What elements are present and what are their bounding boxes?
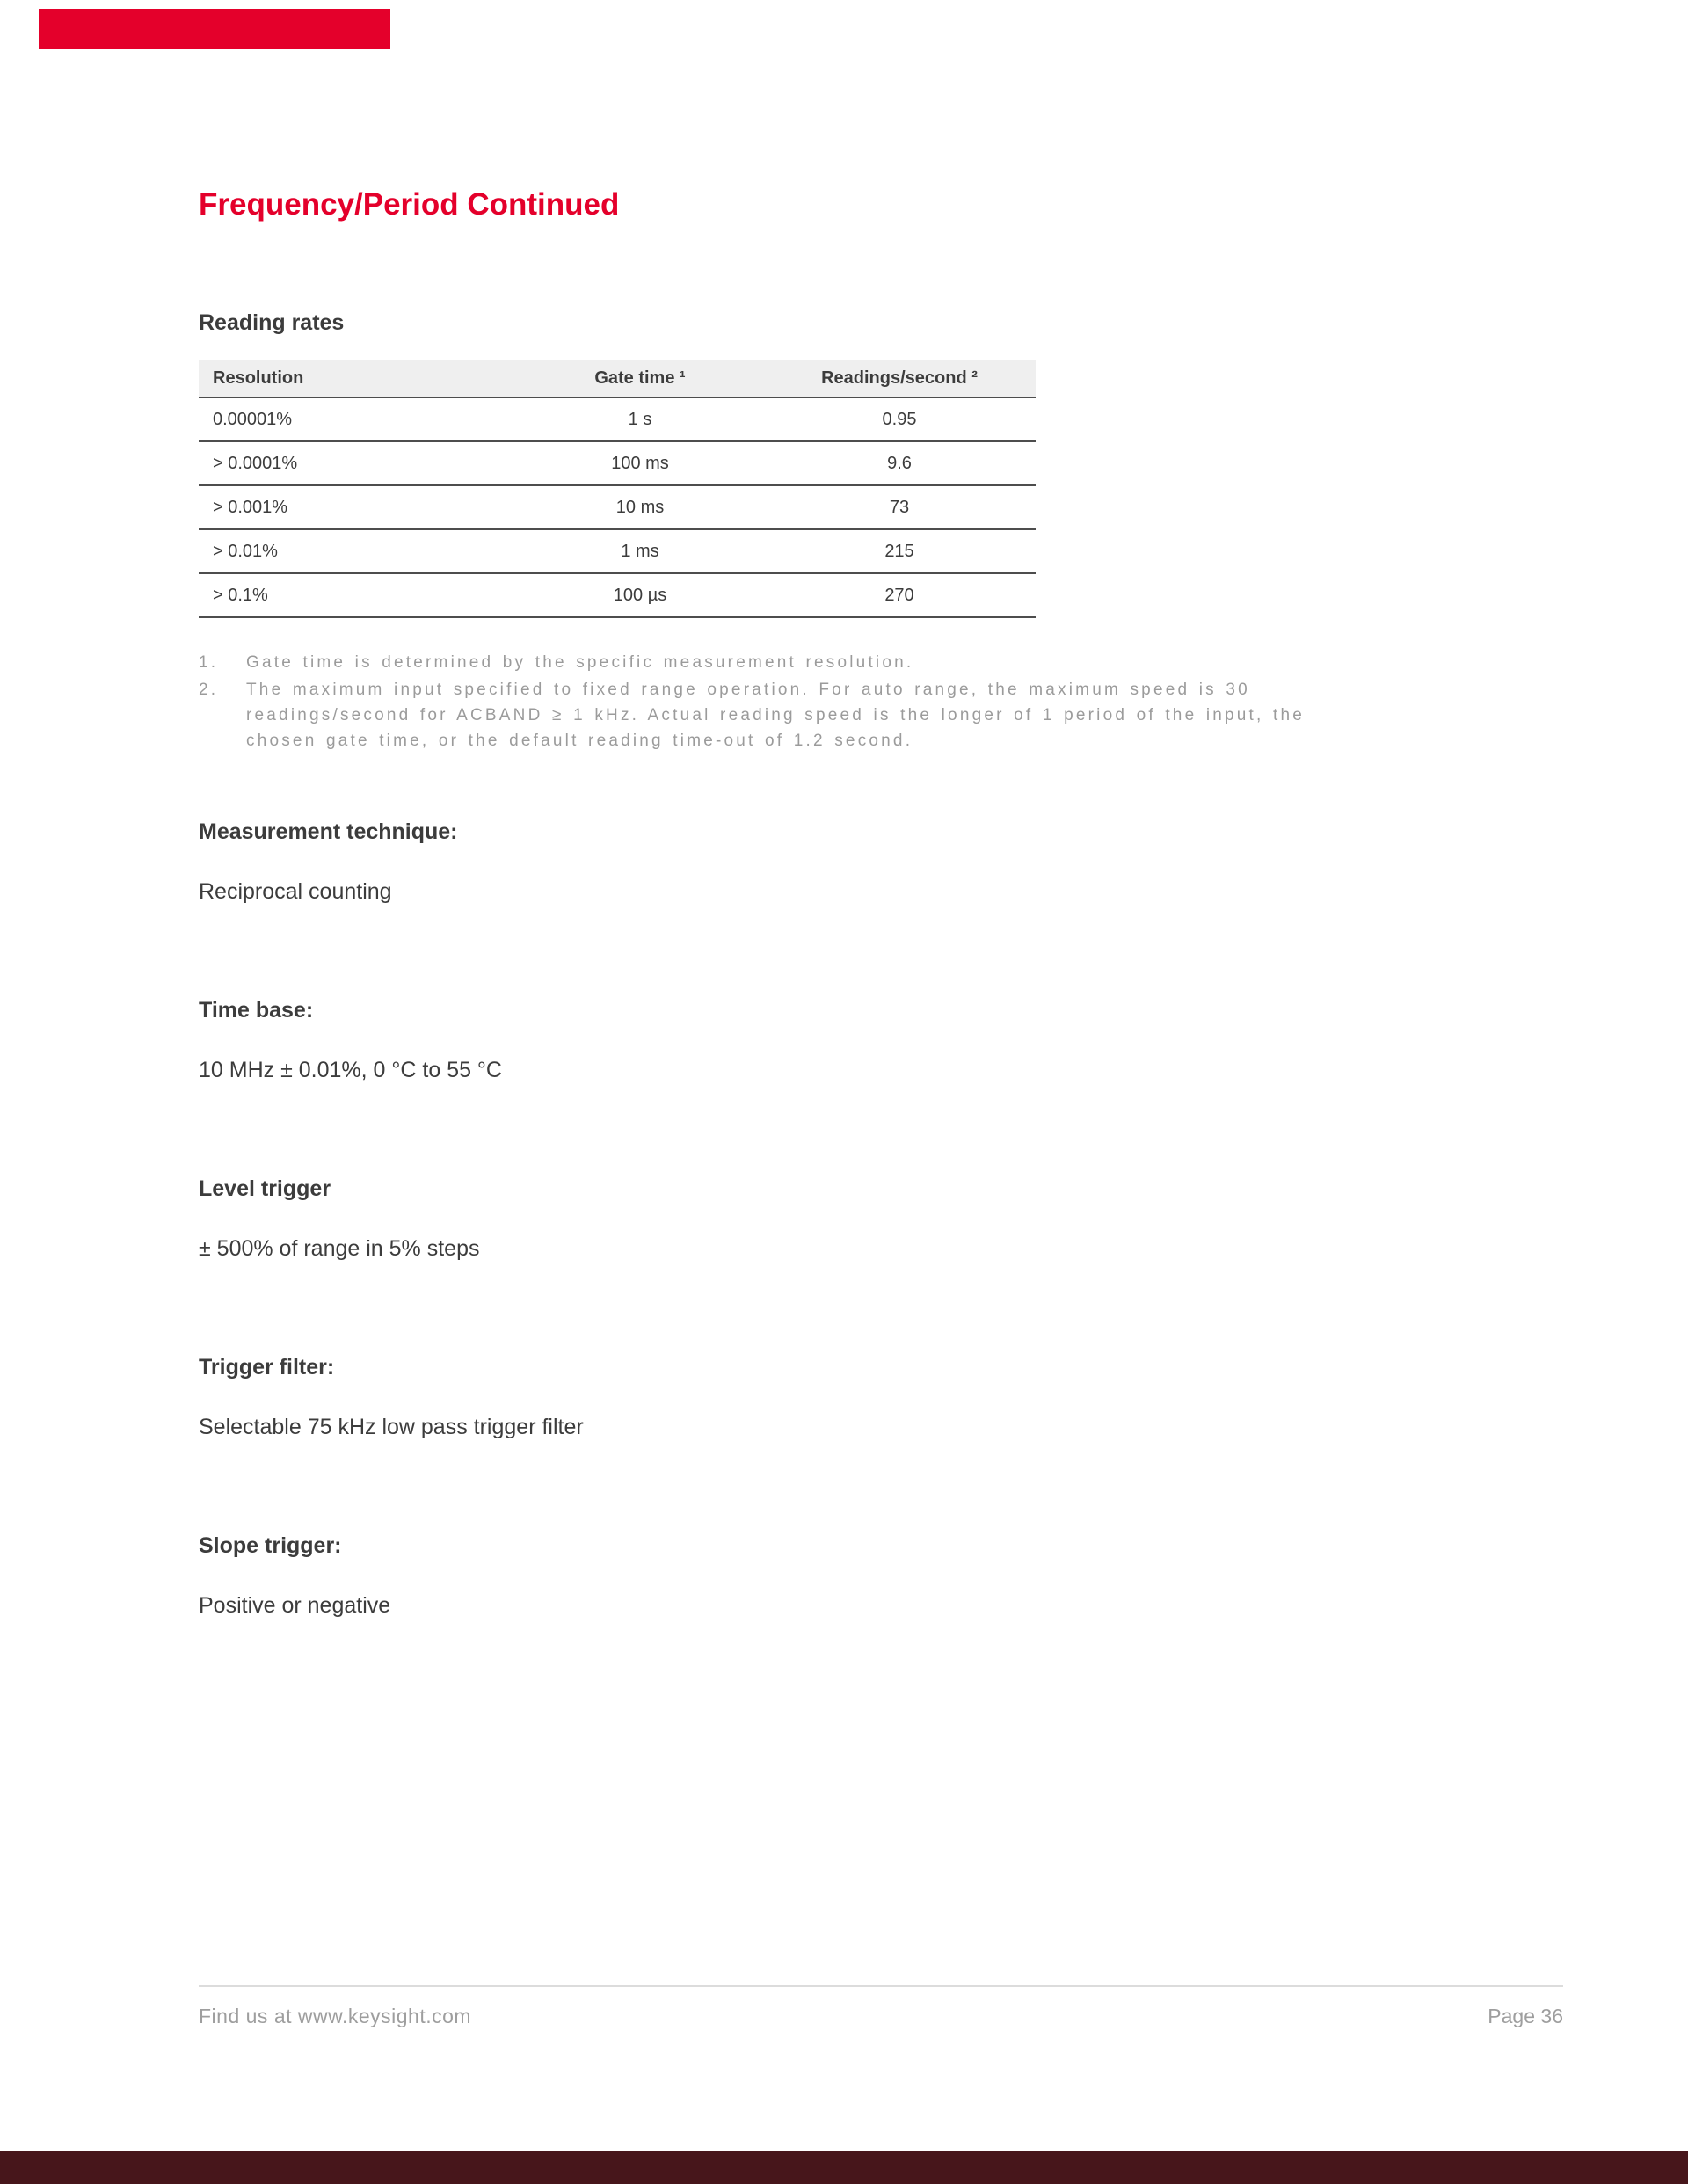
section-heading: Slope trigger: <box>199 1533 342 1558</box>
table-row <box>199 485 1036 529</box>
column-header-readings-per-second: Readings/second ² <box>763 360 1036 397</box>
footnote-1 <box>199 650 1563 675</box>
cell-readings: 73 <box>763 485 1036 529</box>
cell-readings: 9.6 <box>763 441 1036 485</box>
cell-resolution: 0.00001% <box>199 397 517 441</box>
cell-gate-time: 100 µs <box>517 573 763 617</box>
table-footnotes <box>199 650 1563 753</box>
footnote-number: 2. <box>199 681 219 699</box>
spec-sections <box>199 819 1563 1619</box>
footnote-text: The maximum input specified to fixed range operation. For auto range, the maximum speed is 30 readings/second for ACBAND ≥ 1 kHz. Actual reading speed is the longer of 1 period of the input, the chosen gate time, or the default reading time-out of 1.2 second. <box>246 681 1305 750</box>
cell-readings: 0.95 <box>763 397 1036 441</box>
cell-gate-time: 10 ms <box>517 485 763 529</box>
section-body: Reciprocal counting <box>199 879 392 904</box>
section-time-base <box>199 997 1563 1083</box>
cell-resolution: > 0.001% <box>199 485 517 529</box>
page-footer <box>199 1985 1563 2028</box>
column-header-resolution: Resolution <box>199 360 517 397</box>
section-heading: Level trigger <box>199 1176 331 1201</box>
cell-resolution: > 0.0001% <box>199 441 517 485</box>
page-number: Page 36 <box>1488 2005 1563 2027</box>
cell-gate-time: 100 ms <box>517 441 763 485</box>
section-measurement-technique <box>199 819 1563 905</box>
cell-readings: 270 <box>763 573 1036 617</box>
footnote-text: Gate time is determined by the specific measurement resolution. <box>246 653 914 672</box>
section-level-trigger <box>199 1176 1563 1262</box>
table-header-row <box>199 360 1036 397</box>
footer-link[interactable]: Find us at www.keysight.com <box>199 2005 472 2027</box>
cell-gate-time: 1 s <box>517 397 763 441</box>
table-row <box>199 529 1036 573</box>
section-trigger-filter <box>199 1354 1563 1440</box>
section-body: ± 500% of range in 5% steps <box>199 1236 480 1261</box>
table-row <box>199 573 1036 617</box>
section-body: Selectable 75 kHz low pass trigger filter <box>199 1415 584 1439</box>
footnote-number: 1. <box>199 653 219 672</box>
cell-readings: 215 <box>763 529 1036 573</box>
footnote-2 <box>199 677 1563 753</box>
cell-resolution: > 0.1% <box>199 573 517 617</box>
section-heading: Time base: <box>199 998 314 1023</box>
column-header-gate-time: Gate time ¹ <box>517 360 763 397</box>
section-body: Positive or negative <box>199 1593 391 1618</box>
reading-rates-heading: Reading rates <box>199 310 345 335</box>
section-heading: Measurement technique: <box>199 819 458 844</box>
section-heading: Trigger filter: <box>199 1355 335 1380</box>
cell-resolution: > 0.01% <box>199 529 517 573</box>
page-content <box>199 0 1563 1711</box>
table-row <box>199 397 1036 441</box>
table-row <box>199 441 1036 485</box>
section-body: 10 MHz ± 0.01%, 0 °C to 55 °C <box>199 1058 502 1082</box>
cell-gate-time: 1 ms <box>517 529 763 573</box>
bottom-accent-bar <box>0 2151 1688 2184</box>
page-title: Frequency/Period Continued <box>199 187 620 222</box>
section-slope-trigger <box>199 1532 1563 1619</box>
reading-rates-table <box>199 360 1036 618</box>
